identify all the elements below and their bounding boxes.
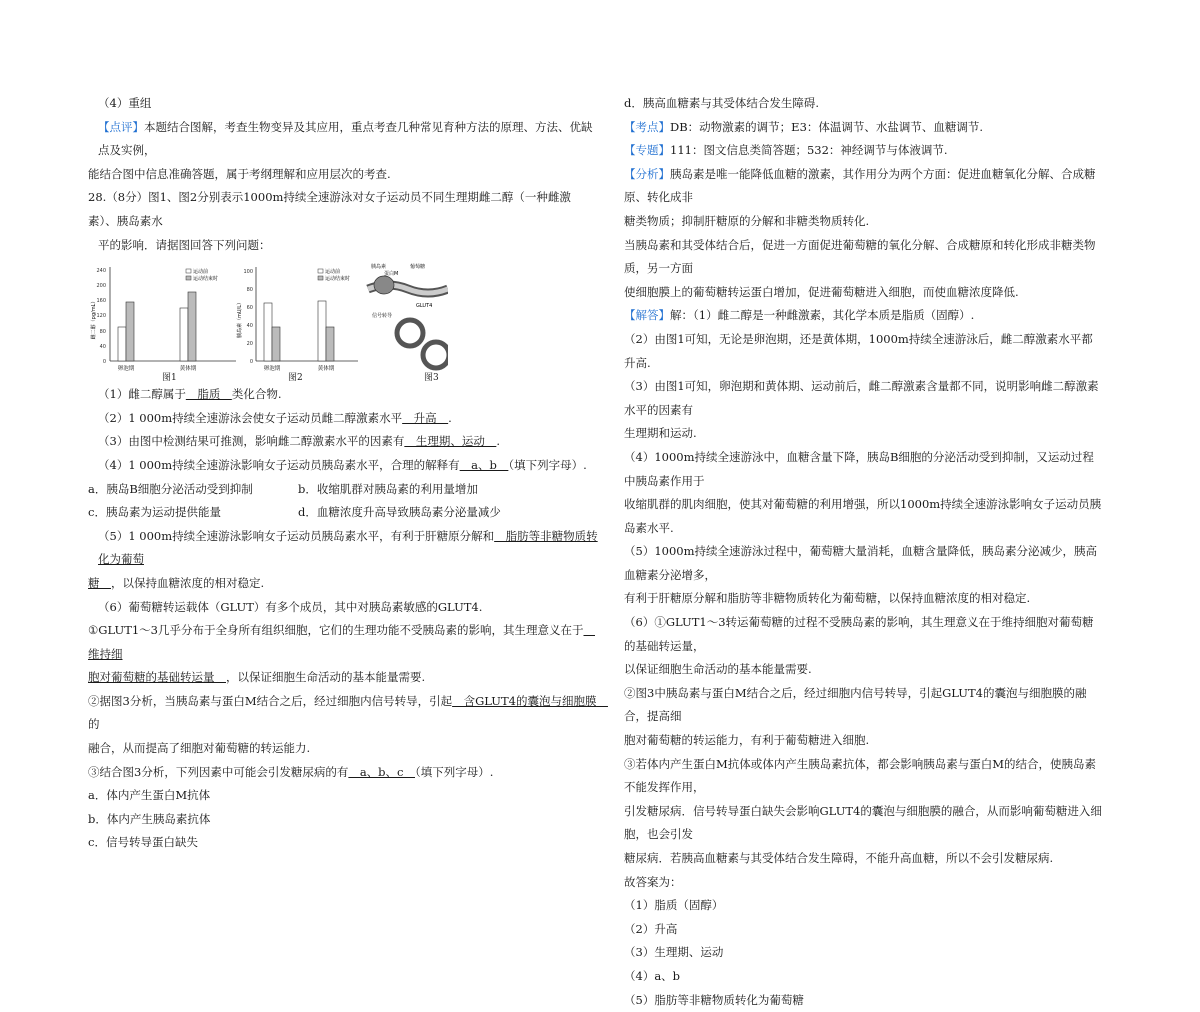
figure-2-caption: 图2 [288, 373, 303, 384]
topic-tag: 【专题】 [624, 143, 670, 158]
svg-text:葡萄糖: 葡萄糖 [410, 264, 426, 271]
svg-text:运动前: 运动前 [193, 269, 209, 276]
question-28-stem: 28.（8分）图1、图2分别表示1000m持续全速游泳对女子运动员不同生理期雌二醇（一种雌激素）、胰岛素水 [88, 190, 571, 228]
solution-tag: 【解答】 [624, 308, 670, 323]
figure-1-caption: 图1 [162, 373, 177, 384]
svg-text:GLUT4: GLUT4 [416, 303, 433, 310]
answer-3: （3）生理期、运动 [624, 945, 724, 960]
analysis: 【分析】胰岛素是唯一能降低血糖的激素，其作用分为两个方面：促进血糖氧化分解、合成糖原、转化成非 [624, 166, 1096, 205]
svg-text:运动前: 运动前 [325, 269, 341, 276]
left-column [88, 92, 608, 855]
svg-text:160: 160 [96, 298, 106, 305]
topic: 【专题】111：图文信息类简答题；532：神经调节与体液调节. [624, 143, 948, 158]
figure-charts [88, 259, 448, 379]
svg-text:20: 20 [246, 341, 253, 348]
solution-6-2-cont: 胞对葡萄糖的转运能力，有利于葡萄糖进入细胞. [624, 733, 870, 748]
solution-6-3-cont: 引发糖尿病．信号转导蛋白缺失会影响GLUT4的囊泡与细胞膜的融合，从而影响葡萄糖进入细胞，也会引发 [624, 803, 1102, 842]
solution-4-cont: 收缩肌群的肌肉细胞，使其对葡萄糖的利用增强，所以1000m持续全速游泳影响女子运动员胰岛素水平. [624, 497, 1102, 535]
solution-6-2: ②图3中胰岛素与蛋白M结合之后，经过细胞内信号转导，引起GLUT4的囊泡与细胞膜的融合，提高细 [624, 685, 1087, 724]
solution-6-cont: 以保证细胞生命活动的基本能量需要. [624, 662, 812, 677]
svg-text:运动结束时: 运动结束时 [325, 276, 351, 283]
solution-3: （3）由图1可知，卵泡期和黄体期、运动前后，雌二醇激素含量都不同，说明影响雌二醇激素水平的因素有 [624, 379, 1099, 417]
svg-text:200: 200 [96, 283, 106, 290]
figure-1-chart [90, 267, 236, 372]
answer-2: （2）升高 [624, 921, 678, 936]
solution-3-cont: 生理期和运动. [624, 426, 697, 441]
answer-4: （4）a、b [624, 968, 681, 983]
options-cd: c．胰岛素为运动提供能量 d．血糖浓度升高导致胰岛素分泌量减少 [88, 505, 501, 520]
question-6: （6）葡萄糖转运载体（GLUT）有多个成员，其中对胰岛素敏感的GLUT4. [98, 599, 483, 614]
answer-5: （5）脂肪等非糖物质转化为葡萄糖 [624, 992, 804, 1007]
answers-heading: 故答案为： [624, 874, 682, 889]
svg-text:80: 80 [99, 329, 106, 336]
bar [272, 327, 280, 361]
choice-a: a．体内产生蛋白M抗体 [88, 788, 211, 803]
svg-text:120: 120 [96, 313, 106, 320]
question-1: （1）雌二醇属于 脂质 类化合物. [98, 387, 282, 402]
figure-2-chart [236, 267, 358, 372]
question-3: （3）由图中检测结果可推测，影响雌二醇激素水平的因素有 生理期、运动 . [98, 434, 500, 449]
comment-tag: 【点评】 [98, 119, 144, 134]
right-column [624, 92, 1102, 1012]
options-ab: a．胰岛B细胞分泌活动受到抑制 b．收缩肌群对胰岛素的利用量增加 [88, 481, 478, 496]
figure-3-diagram [368, 263, 448, 368]
svg-text:40: 40 [246, 323, 253, 330]
question-6-1: ①GLUT1～3几乎分布于全身所有组织细胞，它们的生理功能不受胰岛素的影响，其生理意义在于 维持细 [88, 623, 595, 661]
question-4: （4）1 000m持续全速游泳影响女子运动员胰岛素水平，合理的解释有 a、b （填下列字母）. [98, 457, 587, 472]
question-5-cont: 糖 ，以保持血糖浓度的相对稳定. [88, 575, 265, 590]
svg-text:0: 0 [102, 359, 106, 366]
svg-text:240: 240 [96, 268, 106, 275]
svg-text:0: 0 [249, 359, 253, 366]
figure-3-caption: 图3 [424, 373, 439, 384]
question-6-3: ③结合图3分析，下列因素中可能会引发糖尿病的有 a、b、c （填下列字母）. [88, 764, 494, 779]
solution-5: （5）1000m持续全速游泳过程中，葡萄糖大量消耗，血糖含量降低，胰岛素分泌减少，胰高血糖素分泌增多， [624, 544, 1097, 582]
svg-text:卵泡期: 卵泡期 [117, 366, 135, 373]
question-6-2: ②据图3分析，当胰岛素与蛋白M结合之后，经过细胞内信号转导，引起 含GLUT4的囊泡与细胞膜 的 [88, 693, 608, 732]
solution-6-3-cont2: 糖尿病．若胰高血糖素与其受体结合发生障碍，不能升高血糖，所以不会引发糖尿病. [624, 851, 1054, 865]
analysis-para-2: 当胰岛素和其受体结合后，促进一方面促进葡萄糖的氧化分解、合成糖原和转化形成非糖类物质，另一方面 [624, 237, 1096, 276]
svg-text:黄体期: 黄体期 [317, 366, 335, 373]
solution-5-cont: 有利于肝糖原分解和脂肪等非糖物质转化为葡萄糖，以保持血糖浓度的相对稳定. [624, 591, 1031, 606]
answer-line: （4）重组 [98, 96, 152, 110]
question-2: （2）1 000m持续全速游泳会使女子运动员雌二醇激素水平 升高 . [98, 410, 452, 425]
question-5: （5）1 000m持续全速游泳影响女子运动员胰岛素水平，有利于肝糖原分解和 脂肪等非糖物质转化为葡萄 [98, 528, 598, 567]
bar [118, 327, 126, 361]
comment-paragraph: 【点评】本题结合图解，考查生物变异及其应用，重点考查几种常见育种方法的原理、方法、优缺点及实例， [98, 119, 593, 158]
knowledge-point: 【考点】DB：动物激素的调节；E3：体温调节、水盐调节、血糖调节. [624, 119, 984, 134]
svg-text:黄体期: 黄体期 [179, 366, 197, 373]
svg-text:80: 80 [246, 287, 253, 294]
svg-text:60: 60 [246, 305, 253, 312]
svg-text:运动结束时: 运动结束时 [193, 276, 219, 283]
svg-text:信号转导: 信号转导 [372, 313, 393, 320]
question-6-2-cont: 融合，从而提高了细胞对葡萄糖的转运能力. [88, 741, 311, 756]
svg-text:40: 40 [99, 344, 106, 351]
bar [126, 302, 134, 361]
solution-6-3: ③若体内产生蛋白M抗体或体内产生胰岛素抗体，都会影响胰岛素与蛋白M的结合，使胰岛素不能发挥作用， [624, 756, 1097, 795]
solution-4: （4）1000m持续全速游泳中，血糖含量下降，胰岛B细胞的分泌活动受到抑制，又运动过程中胰岛素作用于 [624, 449, 1094, 488]
knowledge-tag: 【考点】 [624, 119, 670, 134]
question-28-stem-cont: 平的影响．请据图回答下列问题： [98, 237, 271, 252]
solution-6: （6）①GLUT1～3转运葡萄糖的过程不受胰岛素的影响，其生理意义在于维持细胞对葡萄糖的基础转运量， [624, 615, 1094, 653]
solution-2: （2）由图1可知，无论是卵泡期，还是黄体期，1000m持续全速游泳后，雌二醇激素水平都升高. [624, 331, 1093, 370]
figure-2-ylabel: 胰岛素（mU/L） [237, 300, 243, 339]
comment-paragraph-cont: 能结合图中信息准确答题，属于考纲理解和应用层次的考查. [88, 166, 391, 181]
figure-1-ylabel: 雌二醇（pg/mL） [91, 298, 97, 340]
analysis-tag: 【分析】 [624, 166, 670, 181]
analysis-para-2-cont: 使细胞膜上的葡萄糖转运蛋白增加，促进葡萄糖进入细胞，而使血糖浓度降低. [624, 284, 1019, 299]
bar [318, 301, 326, 361]
bar [326, 327, 334, 361]
svg-text:100: 100 [243, 269, 253, 276]
choice-d: d．胰高血糖素与其受体结合发生障碍. [624, 96, 820, 110]
analysis-cont: 糖类物质；抑制肝糖原的分解和非糖类物质转化. [624, 213, 870, 228]
choice-c: c．信号转导蛋白缺失 [88, 835, 198, 850]
bar [180, 308, 188, 361]
answer-1: （1）脂质（固醇） [624, 898, 724, 913]
svg-text:胰岛素: 胰岛素 [371, 264, 387, 271]
figure-group [88, 259, 598, 384]
bar [188, 292, 196, 361]
svg-text:蛋白M: 蛋白M [384, 271, 399, 278]
solution: 【解答】解：（1）雌二醇是一种雌激素，其化学本质是脂质（固醇）. [624, 308, 975, 323]
choice-b: b．体内产生胰岛素抗体 [88, 811, 211, 826]
bar [264, 303, 272, 361]
svg-text:卵泡期: 卵泡期 [263, 366, 281, 373]
question-6-1-cont: 胞对葡萄糖的基础转运量 ，以保证细胞生命活动的基本能量需要. [88, 670, 426, 685]
